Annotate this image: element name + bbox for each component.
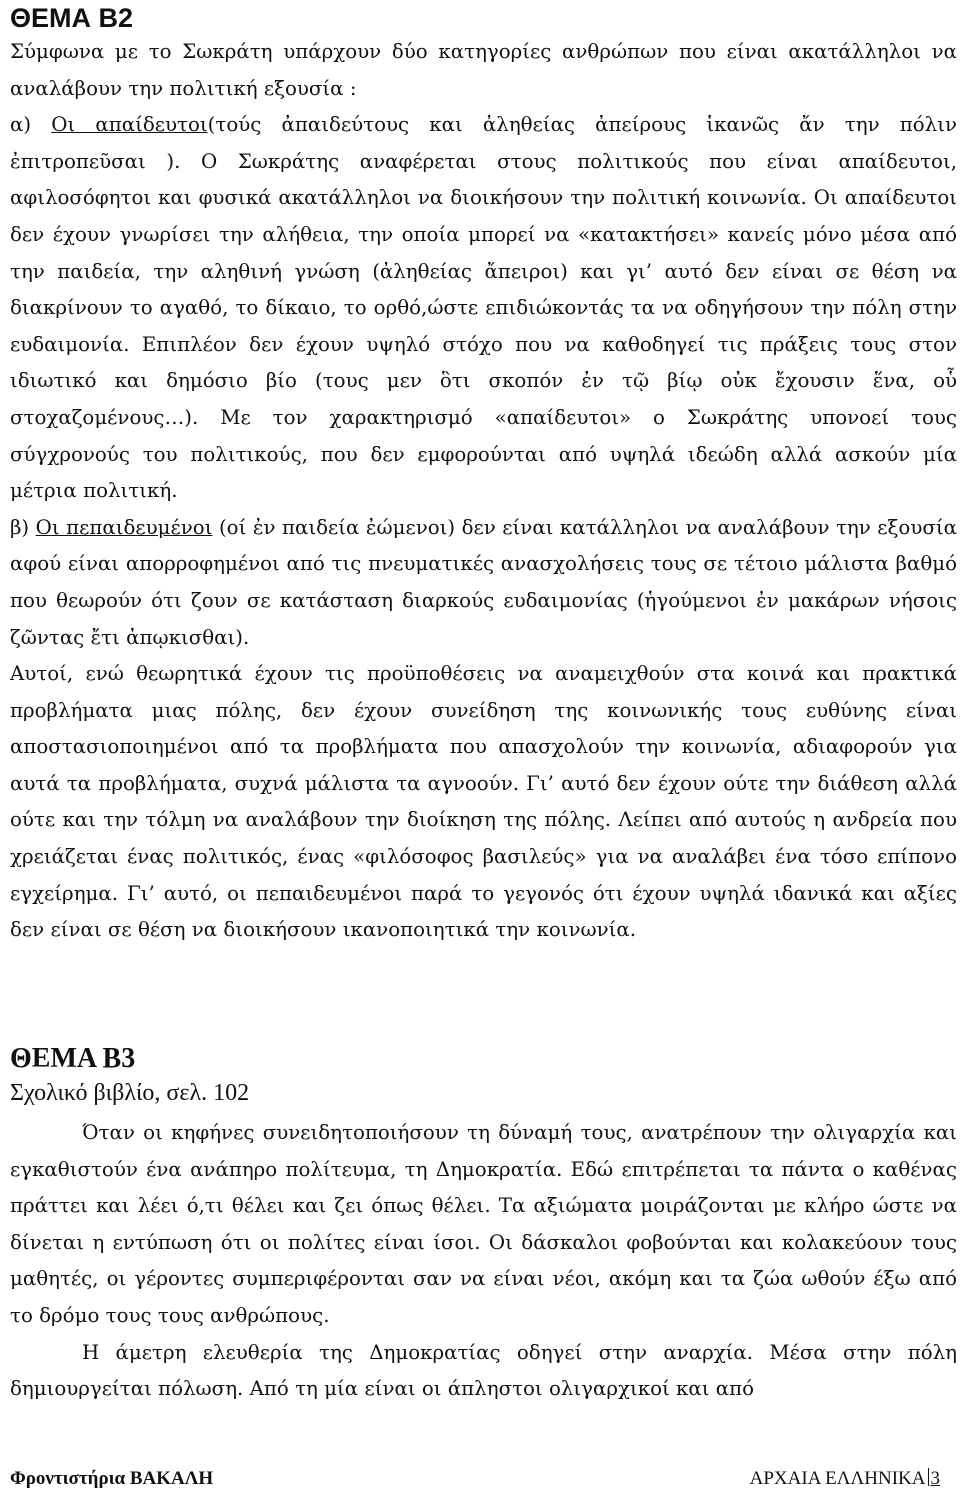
item-b-text: (οί ἐν παιδεία ἐώμενοι) δεν είναι κατάλληλοι να αναλάβουν την εξουσία αφού είναι απορροφημένοι από τις πνευματικές ανασχολήσεις τους σε τέτοιο μάλιστα βαθμό που θεωρούν ότι ζουν σε κατάσταση διαρκούς ευδαιμονίας (ἡγούμενοι ἐν μακάρων νήσοις ζῶντας ἔτι ἀπῳκισθαι). [10, 515, 957, 649]
item-b-prefix: β) [10, 515, 36, 539]
section-b3-body [10, 1115, 957, 1408]
item-a-text: (τούς ἀπαιδεύτους και ἀληθείας ἀπείρους ἱκανῶς ἄν την πόλιν ἐπιτροπεῦσαι ). Ο Σωκράτης αναφέρεται στους πολιτικούς που είναι απαίδευτοι, αφιλοσόφητοι και φυσικά ακατάλληλοι να διοικήσουν την πολιτική κοινωνία. Οι απαίδευτοι δεν έχουν γνωρίσει την αλήθεια, την οποία μπορεί να «κατακτήσει» κανείς μόνο μέσα από την παιδεία, την αληθινή γνώση (ἀληθείας ἄπειροι) και γι’ αυτό δεν είναι σε θέση να διακρίνουν το αγαθό, το δίκαιο, το ορθό,ώστε επιδιώκοντάς τα να οδηγήσουν την πόλη στην ευδαιμονία. Επιπλέον δεν έχουν υψηλό στόχο που να καθοδηγεί τις πράξεις τους στον ιδιωτικό και δημόσιο βίο (τους μεν ὃτι σκοπόν ἐν τῷ βίῳ οὐκ ἔχουσιν ἕνα, οὗ στοχαζομένους…). Με τον χαρακτηρισμό «απαίδευτοι» ο Σωκράτης υπονοεί τους σύγχρονούς του πολιτικούς, που δεν εμφορούνται από υψηλά ιδεώδη αλλά ασκούν μία μέτρια πολιτική. [10, 113, 957, 503]
paragraph-a [10, 107, 957, 510]
footer-subject [750, 1466, 940, 1492]
paragraph-c: Αυτοί, ενώ θεωρητικά έχουν τις προϋποθέσεις να αναμειχθούν στα κοινά και πρακτικά προβλήματα μιας πόλης, δεν έχουν συνείδηση της κοινωνικής τους ευθύνης είναι αποστασιοποιημένοι από τα προβλήματα που απασχολούν την κοινωνία, αδιαφορούν για αυτά τα προβλήματα, συχνά μάλιστα τα αγνοούν. Γι’ αυτό δεν έχουν ούτε την διάθεση αλλά ούτε και την τόλμη να αναλάβουν την διοίκηση της πόλης. Λείπει από αυτούς η ανδρεία που χρειάζεται ένας πολιτικός, ένας «φιλόσοφος βασιλεύς» για να αναλάβει ένα τόσο επίπονο εγχείρημα. Γι’ αυτό, οι πεπαιδευμένοι παρά το γεγονός ότι έχουν υψηλά ιδανικά και αξίες δεν είναι σε θέση να διοικήσουν ικανοποιητικά την κοινωνία. [10, 662, 957, 942]
section-heading-b2: ΘΕΜΑ Β2 [10, 3, 134, 33]
item-a-term: Οι απαίδευτοι [51, 113, 208, 137]
textbook-reference: Σχολικό βιβλίο, σελ. 102 [10, 1080, 250, 1106]
paragraph-b [10, 510, 957, 656]
item-a-prefix: α) [10, 113, 52, 137]
section-b2-body [10, 34, 957, 949]
page-number: 3 [930, 1468, 940, 1489]
footer-subject-label: ΑΡΧΑΙΑ ΕΛΛΗΝΙΚΑ [749, 1468, 926, 1489]
intro-paragraph: Σύμφωνα με το Σωκράτη υπάρχουν δύο κατηγορίες ανθρώπων που είναι ακατάλληλοι να αναλάβουν την πολιτική εξουσία : [10, 40, 957, 100]
paragraph-b3-2: Η άμετρη ελευθερία της Δημοκρατίας οδηγεί στην αναρχία. Μέσα στην πόλη δημιουργείται πόλωση. Από τη μία είναι οι άπληστοι ολιγαρχικοί και από [10, 1340, 957, 1401]
footer-publisher: Φροντιστήρια ΒΑΚΑΛΗ [10, 1468, 214, 1489]
item-b-term: Οι πεπαιδευμένοι [35, 515, 213, 539]
section-heading-b3: ΘΕΜΑ Β3 [10, 1043, 136, 1074]
paragraph-b3-1: Όταν οι κηφήνες συνειδητοποιήσουν τη δύναμή τους, ανατρέπουν την ολιγαρχία και εγκαθιστούν ένα ανάπηρο πολίτευμα, τη Δημοκρατία. Εδώ επιτρέπεται τα πάντα ο καθένας πράττει και λέει ό,τι θέλει και ζει όπως θέλει. Τα αξιώματα μοιράζονται με κλήρο ώστε να δίνεται η εντύπωση ότι οι πολίτες είναι ίσοι. Οι δάσκαλοι φοβούνται και κολακεύουν τους μαθητές, οι γέροντες συμπεριφέρονται σαν να είναι νέοι, ακόμη και τα ζώα ωθούν έξω από το δρόμο τους τους ανθρώπους. [10, 1121, 957, 1327]
footer-divider [928, 1468, 929, 1486]
page-footer [10, 1466, 950, 1492]
